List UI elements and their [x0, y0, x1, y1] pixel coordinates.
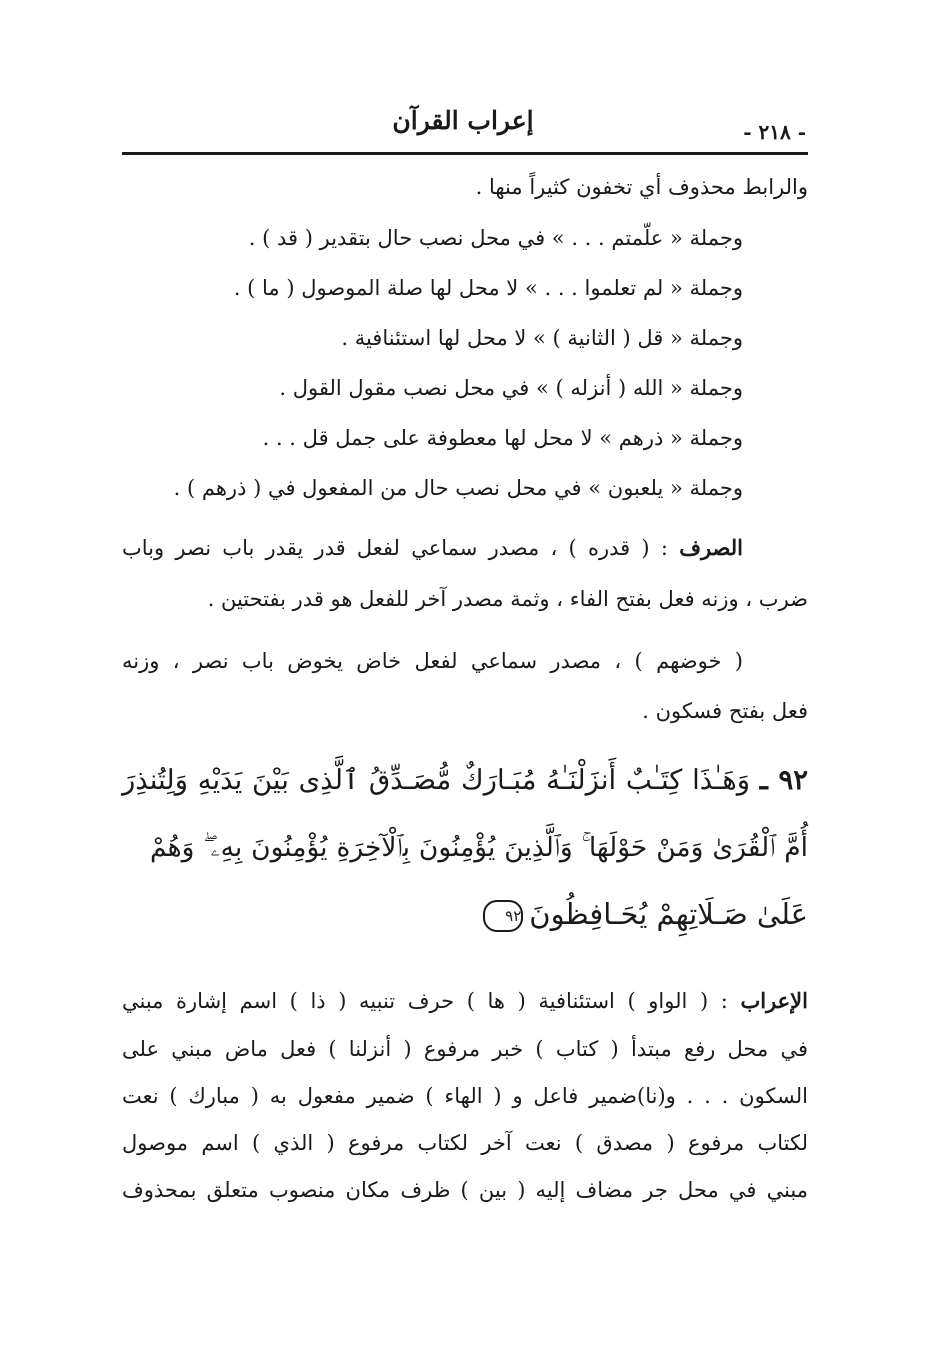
- header-rule: [122, 152, 808, 155]
- irab-line-4: لكتاب مرفوع ( مصدق ) نعت آخر لكتاب مرفوع ( الذي ) اسم موصول: [122, 1131, 808, 1155]
- sarf-paragraph-line-1: [122, 532, 743, 566]
- text-line-5: وجملة « الله ( أنزله ) » في محل نصب مقول القول .: [279, 376, 743, 400]
- sarf-paragraph-2-line-1: ( خوضهم ) ، مصدر سماعي لفعل خاض يخوض باب نصر ، وزنه: [122, 649, 743, 673]
- irab-heading: الإعراب: [740, 988, 808, 1013]
- verse-text-3: عَلَىٰ صَـلَاتِهِمْ يُحَـافِظُونَ: [529, 897, 808, 931]
- verse-text-1: وَهَـٰذَا كِتَـٰبٌ أَنزَلْنَـٰهُ مُبَـارَكٌ مُّصَـدِّقُ ٱلَّذِى بَيْنَ يَدَيْهِ وَلِتُنذِرَ: [122, 764, 751, 796]
- page-header: [118, 100, 808, 156]
- ayah-end-marker: ٩٢: [483, 900, 523, 932]
- irab-line-3: السكون . . . و(نا)ضمير فاعل و ( الهاء ) ضمير مفعول به ( مبارك ) نعت: [122, 1084, 808, 1108]
- sarf-text-1: : ( قدره ) ، مصدر سماعي لفعل قدر يقدر باب نصر وباب: [122, 536, 680, 560]
- irab-line-1: [122, 985, 808, 1019]
- verse-line-3: [483, 892, 808, 942]
- text-line-3: وجملة « لم تعلموا . . . » لا محل لها صلة الموصول ( ما ) .: [233, 276, 743, 300]
- irab-text-1: : ( الواو ) استئنافية ( ها ) حرف تنبيه ( ذا ) اسم إشارة مبني: [122, 989, 741, 1013]
- text-line-1: والرابط محذوف أي تخفون كثيراً منها .: [475, 175, 808, 199]
- text-line-6: وجملة « ذرهم » لا محل لها معطوفة على جمل قل . . .: [262, 426, 743, 450]
- irab-line-5: مبني في محل جر مضاف إليه ( بين ) ظرف مكان منصوب متعلق بمحذوف: [122, 1178, 808, 1202]
- verse-number: ٩٢ ـ: [759, 764, 808, 796]
- sarf-paragraph-2-line-2: فعل بفتح فسكون .: [642, 699, 808, 723]
- irab-line-2: في محل رفع مبتدأ ( كتاب ) خبر مرفوع ( أنزلنا ) فعل ماض مبني على: [122, 1037, 808, 1061]
- text-line-7: وجملة « يلعبون » في محل نصب حال من المفعول في ( ذرهم ) .: [173, 476, 743, 500]
- sarf-paragraph-line-2: ضرب ، وزنه فعل بفتح الفاء ، وثمة مصدر آخر للفعل هو قدر بفتحتين .: [207, 587, 808, 611]
- text-line-2: وجملة « علّمتم . . . » في محل نصب حال بتقدير ( قد ) .: [248, 226, 743, 250]
- page-number: - ٢١٨ -: [743, 120, 806, 144]
- verse-line-1: [122, 758, 808, 808]
- verse-line-2: أُمَّ ٱلْقُرَىٰ وَمَنْ حَوْلَهَا ۚ وَٱلَّذِينَ يُؤْمِنُونَ بِٱلْآخِرَةِ يُؤْمِنُونَ بِهِۦ ۖ وَهُمْ: [150, 832, 808, 863]
- text-line-4: وجملة « قل ( الثانية ) » لا محل لها استئنافية .: [341, 326, 743, 350]
- sarf-heading: الصرف: [679, 535, 743, 560]
- running-title: إعراب القرآن: [392, 106, 534, 135]
